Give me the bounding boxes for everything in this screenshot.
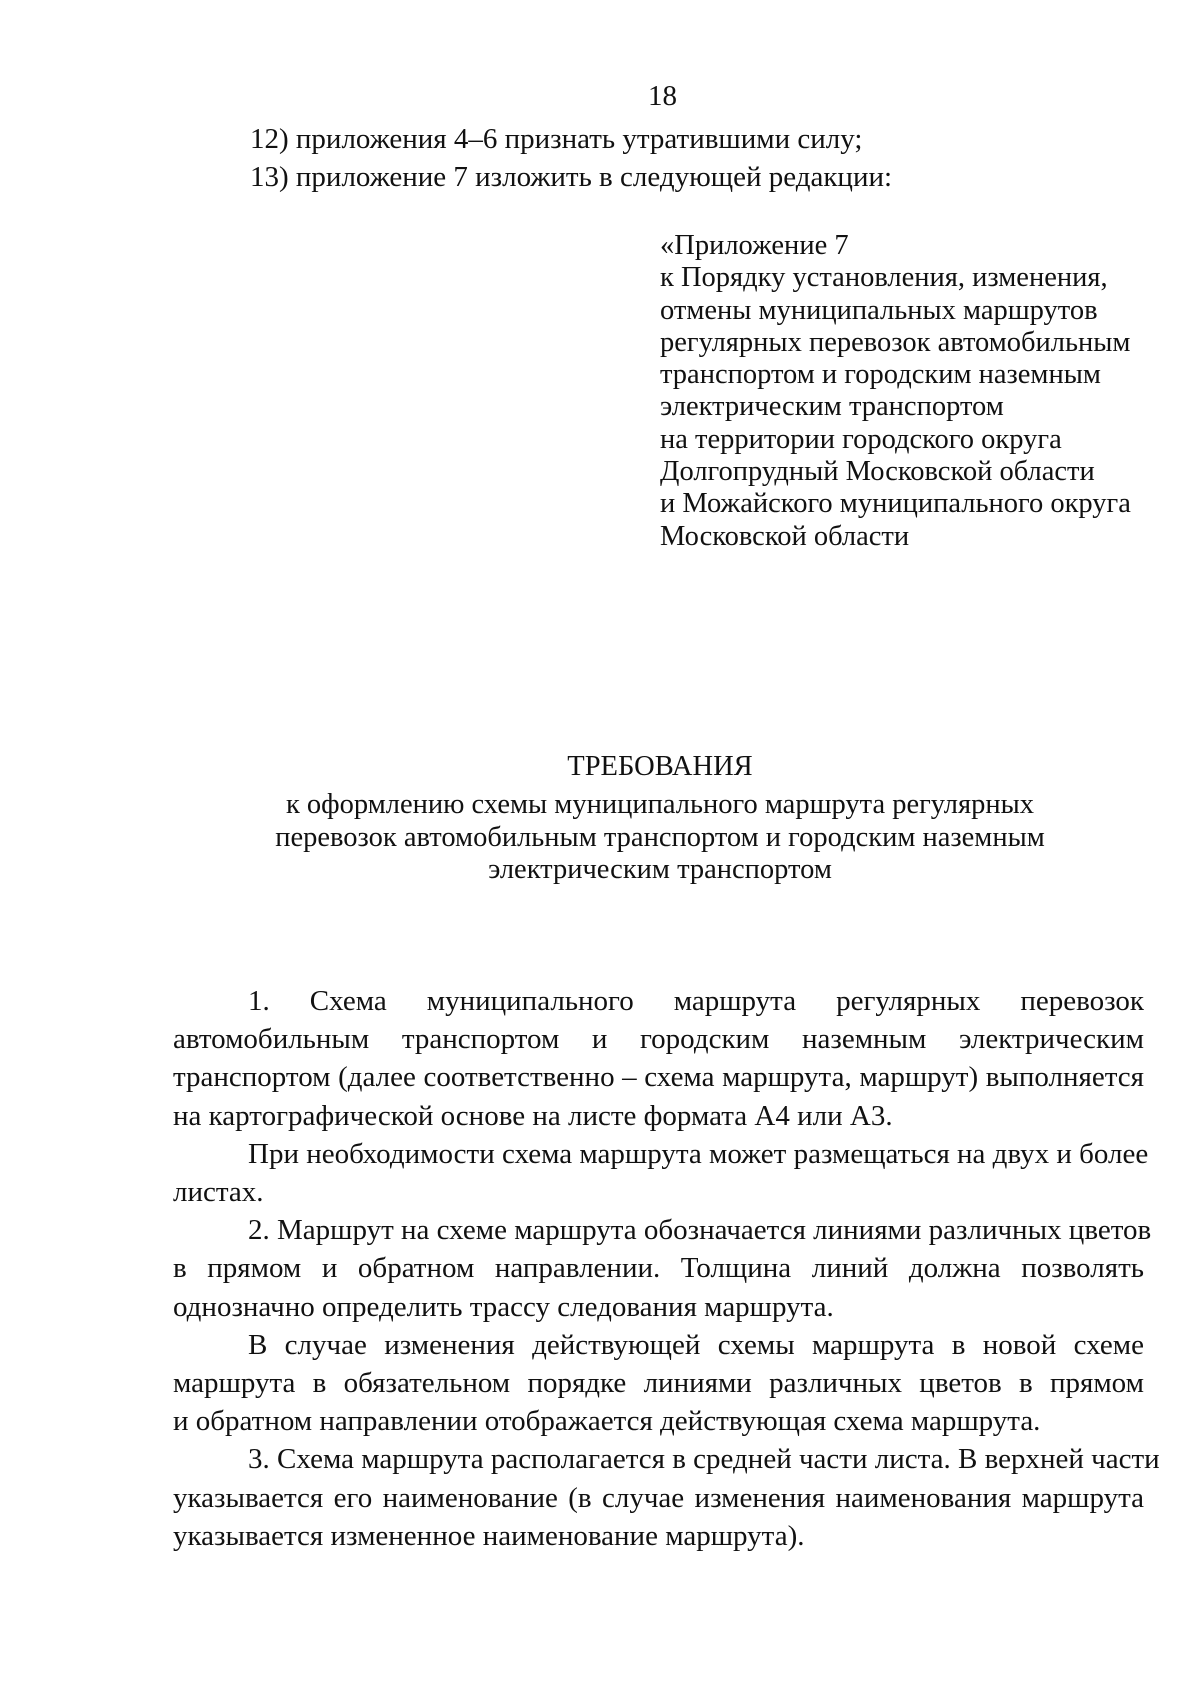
paragraph-1-line: 1. Схема муниципального маршрута регулярных перевозок [248,985,1144,1017]
paragraph-3-line: в прямом и обратном направлении. Толщина линий должна позволять [173,1252,1144,1285]
appendix-header-line: на территории городского округа [660,423,1062,455]
appendix-header-line: и Можайского муниципального округа [660,488,1131,520]
requirements-subtitle-line: электрическим транспортом [488,854,832,885]
appendix-header-line: к Порядку установления, изменения, [660,262,1108,294]
paragraph-2-line: листах. [173,1176,264,1209]
paragraph-2-line: При необходимости схема маршрута может размещаться на двух и более [248,1137,1149,1170]
paragraph-1-line: транспортом (далее соответственно – схема маршрута, маршрут) выполняется [173,1061,1144,1094]
paragraph-4-line: В случае изменения действующей схемы маршрута в новой схеме [248,1328,1144,1361]
paragraph-5-line: 3. Схема маршрута располагается в средней части листа. В верхней части [248,1443,1160,1476]
requirements-subtitle [240,789,1080,887]
appendix-header-line: «Приложение 7 [660,230,849,261]
paragraph-4-line: маршрута в обязательном порядке линиями различных цветов в прямом [173,1367,1144,1400]
requirements-subtitle-line: к оформлению схемы муниципального маршрута регулярных [285,789,1035,820]
paragraph-4-line: и обратном направлении отображается действующая схема маршрута. [173,1405,1041,1438]
appendix-header [660,230,1180,553]
amendment-item-12: 12) приложения 4–6 признать утратившими силу; [250,123,863,155]
paragraph-1-line: на картографической основе на листе формата А4 или А3. [173,1099,893,1132]
amendment-item-13: 13) приложение 7 изложить в следующей редакции: [250,161,893,193]
page-number: 18 [648,80,677,112]
appendix-header-line: регулярных перевозок автомобильным [660,326,1131,358]
requirements-title: ТРЕБОВАНИЯ [567,751,753,782]
paragraph-5-line: указывается измененное наименование маршрута). [173,1519,805,1552]
paragraph-3-line: 2. Маршрут на схеме маршрута обозначается линиями различных цветов [248,1214,1152,1247]
paragraph-3-line: однозначно определить трассу следования маршрута. [173,1290,834,1323]
appendix-header-line: электрическим транспортом [660,391,1004,423]
paragraph-1-line: автомобильным транспортом и городским наземным электрическим [173,1023,1144,1056]
appendix-header-line: Долгопрудный Московской области [660,456,1095,488]
appendix-header-line: Московской области [660,520,910,552]
appendix-header-line: отмены муниципальных маршрутов [660,294,1098,326]
amendment-list [250,120,1150,196]
paragraph-5-line: указывается его наименование (в случае изменения наименования маршрута [173,1481,1144,1514]
requirements-subtitle-line: перевозок автомобильным транспортом и городским наземным [275,821,1045,853]
appendix-header-line: транспортом и городским наземным [660,359,1101,391]
requirements-body [173,982,1160,1555]
